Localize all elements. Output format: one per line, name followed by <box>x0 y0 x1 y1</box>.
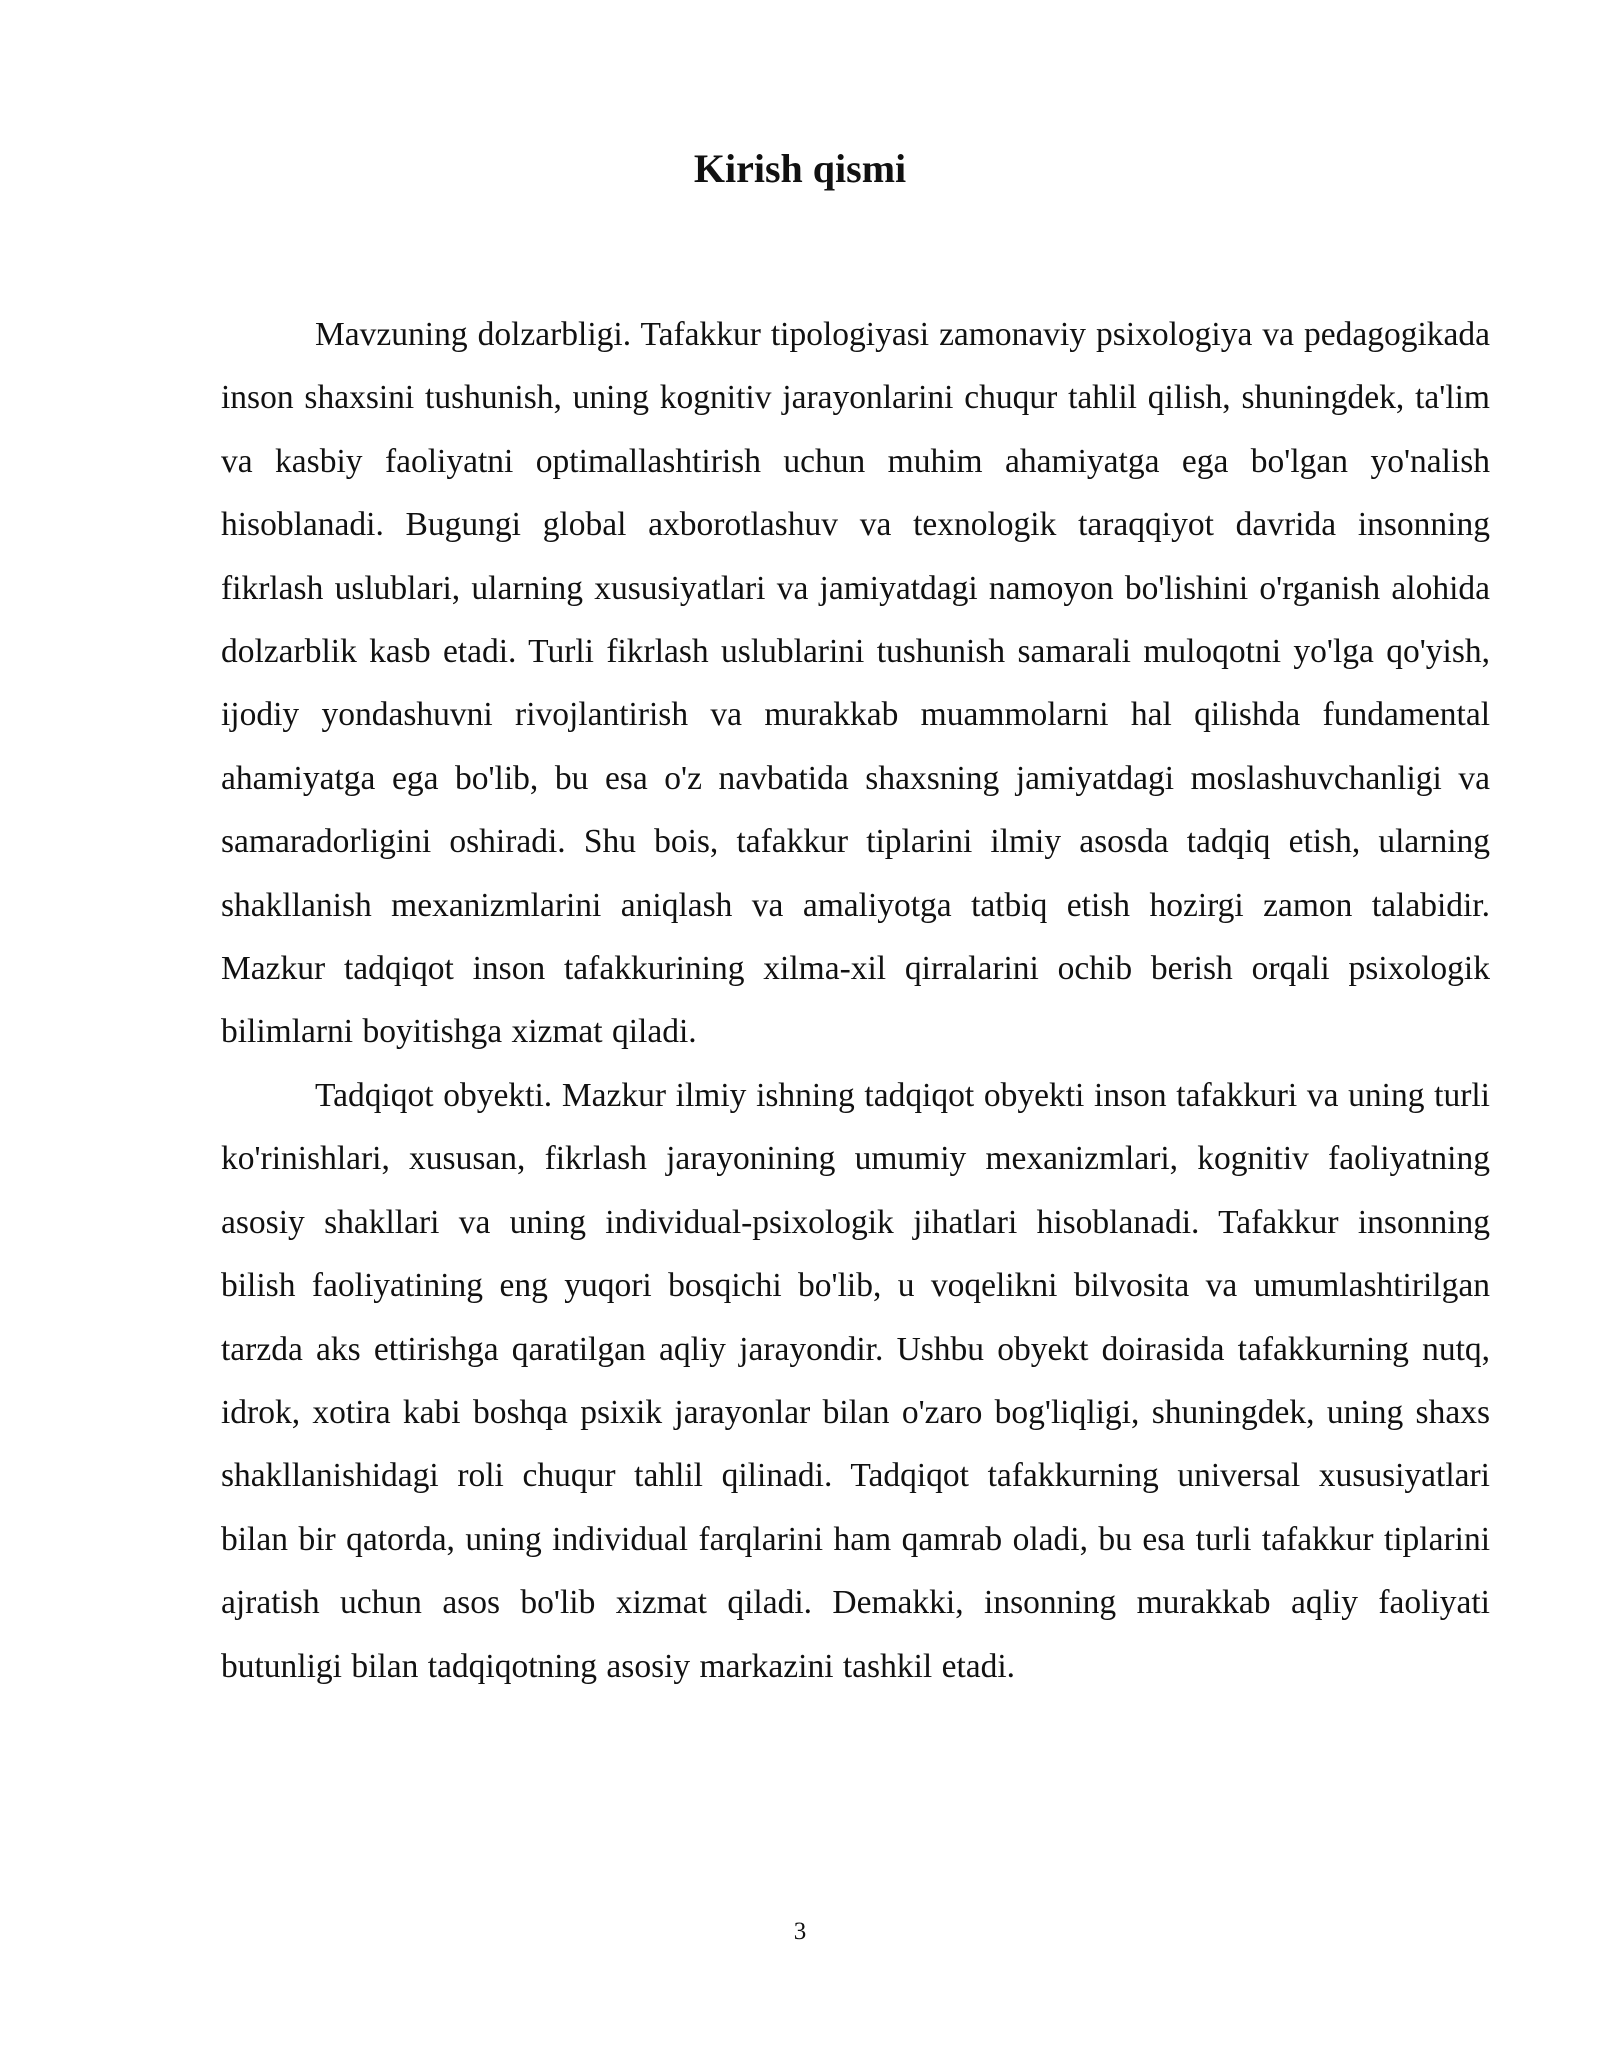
body-text <box>221 303 1490 1698</box>
page-number: 3 <box>793 1918 807 1945</box>
paragraph-research-object: Tadqiqot obyekti. Mazkur ilmiy ishning tadqiqot obyekti inson tafakkuri va uning turli ko'rinishlari, xususan, fikrlash jarayonining umumiy mexanizmlari, kognitiv faoliyatning asosiy shakllari va uning individual-psixologik jihatlari hisoblanadi. Tafakkur insonning bilish faoliyatining eng yuqori bosqichi bo'lib, u voqelikni bilvosita va umumlashtirilgan tarzda aks ettirishga qaratilgan aqliy jarayondir. Ushbu obyekt doirasida tafakkurning nutq, idrok, xotira kabi boshqa psixik jarayonlar bilan o'zaro bog'liqligi, shuningdek, uning shaxs shakllanishidagi roli chuqur tahlil qilinadi. Tadqiqot tafakkurning universal xususiyatlari bilan bir qatorda, uning individual farqlarini ham qamrab oladi, bu esa turli tafakkur tiplarini ajratish uchun asos bo'lib xizmat qiladi. Demakki, insonning murakkab aqliy faoliyati butunligi bilan tadqiqotning asosiy markazini tashkil etadi. <box>221 1076 1490 1685</box>
page-title: Kirish qismi <box>693 146 907 191</box>
paragraph-relevance: Mavzuning dolzarbligi. Tafakkur tipologiyasi zamonaviy psixologiya va pedagogikada inson shaxsini tushunish, uning kognitiv jarayonlarini chuqur tahlil qilish, shuningdek, ta'lim va kasbiy faoliyatni optimallashtirish uchun muhim ahamiyatga ega bo'lgan yo'nalish hisoblanadi. Bugungi global axborotlashuv va texnologik taraqqiyot davrida insonning fikrlash uslublari, ularning xususiyatlari va jamiyatdagi namoyon bo'lishini o'rganish alohida dolzarblik kasb etadi. Turli fikrlash uslublarini tushunish samarali muloqotni yo'lga qo'yish, ijodiy yondashuvni rivojlantirish va murakkab muammolarni hal qilishda fundamental ahamiyatga ega bo'lib, bu esa o'z navbatida shaxsning jamiyatdagi moslashuvchanligi va samaradorligini oshiradi. Shu bois, tafakkur tiplarini ilmiy asosda tadqiq etish, ularning shakllanish mexanizmlarini aniqlash va amaliyotga tatbiq etish hozirgi zamon talabidir. Mazkur tadqiqot inson tafakkurining xilma-xil qirralarini ochib berish orqali psixologik bilimlarni boyitishga xizmat qiladi. <box>221 316 1490 1051</box>
